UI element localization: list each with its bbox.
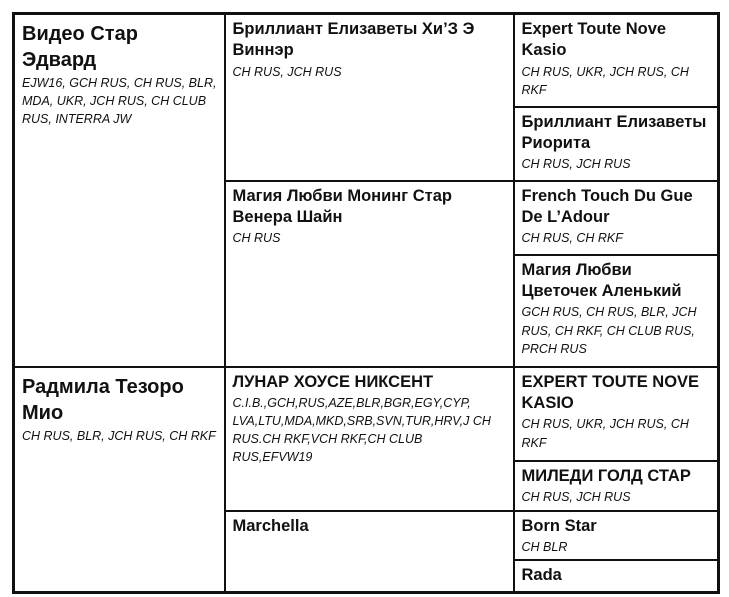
sire-sire-dam-cell	[514, 107, 719, 181]
dam-sire-sire-cell	[514, 367, 719, 461]
dam-name: Радмила Тезоро Мио	[22, 375, 184, 424]
dam-sire-cell	[225, 367, 514, 511]
dam-titles: CH RUS, BLR, JCH RUS, CH RKF	[22, 428, 216, 443]
sire-sire-sire-cell	[514, 14, 719, 107]
dam-sire-dam-titles: CH RUS, JCH RUS	[521, 489, 631, 504]
sire-dam-sire-titles: CH RUS, CH RKF	[521, 231, 623, 246]
dam-sire-dam-name: МИЛЕДИ ГОЛД СТАР	[521, 466, 691, 485]
dam-dam-sire-titles: CH BLR	[521, 539, 568, 554]
sire-dam-name: Магия Любви Монинг Стар Венера Шайн	[232, 186, 452, 226]
sire-sire-name: Бриллиант Елизаветы Хи’З Э Виннэр	[232, 20, 475, 60]
dam-cell	[14, 367, 225, 593]
sire-dam-dam-name: Магия Любви Цветочек Аленький	[521, 260, 682, 300]
sire-sire-sire-name: Expert Toute Nove Kasio	[521, 20, 667, 60]
sire-sire-dam-name: Бриллиант Елизаветы Риорита	[521, 112, 707, 152]
sire-dam-dam-titles: GCH RUS, CH RUS, BLR, JCH RUS, CH RKF, CH CLUB RUS, PRCH RUS	[521, 305, 697, 356]
sire-dam-sire-cell	[514, 181, 719, 255]
pedigree-table	[12, 12, 720, 594]
dam-sire-titles: C.I.B.,GCH,RUS,AZE,BLR,BGR,EGY,CYP, LVA,LTU,MDA,MKD,SRB,SVN,TUR,HRV,J CH RUS.CH RKF,VCH RKF,CH CLUB RUS,EFVW19	[232, 395, 491, 465]
sire-name: Видео Стар Эдвард	[22, 23, 138, 71]
sire-dam-titles: CH RUS	[232, 231, 281, 246]
sire-sire-sire-titles: CH RUS, UKR, JCH RUS, CH RKF	[521, 64, 689, 97]
sire-sire-dam-titles: CH RUS, JCH RUS	[521, 157, 631, 172]
sire-dam-cell	[225, 181, 514, 367]
dam-sire-name: ЛУНАР ХОУСЕ НИКСЕНТ	[232, 372, 434, 391]
sire-sire-titles: CH RUS, JCH RUS	[232, 64, 342, 79]
dam-sire-sire-name: EXPERT TOUTE NOVE KASIO	[521, 372, 700, 412]
sire-titles: EJW16, GCH RUS, CH RUS, BLR, MDA, UKR, JCH RUS, CH CLUB RUS, INTERRA JW	[22, 76, 217, 127]
dam-sire-dam-cell	[514, 461, 719, 511]
dam-sire-sire-titles: CH RUS, UKR, JCH RUS, CH RKF	[521, 417, 689, 450]
dam-dam-dam-name: Rada	[521, 566, 562, 585]
sire-sire-cell	[225, 14, 514, 181]
dam-dam-cell	[225, 511, 514, 593]
dam-dam-sire-cell	[514, 511, 719, 561]
dam-dam-name: Marchella	[232, 516, 309, 535]
sire-dam-dam-cell	[514, 255, 719, 367]
sire-dam-sire-name: French Touch Du Gue De L’Adour	[521, 186, 693, 226]
dam-dam-sire-name: Born Star	[521, 516, 597, 535]
dam-dam-dam-cell	[514, 560, 719, 592]
sire-cell	[14, 14, 225, 367]
